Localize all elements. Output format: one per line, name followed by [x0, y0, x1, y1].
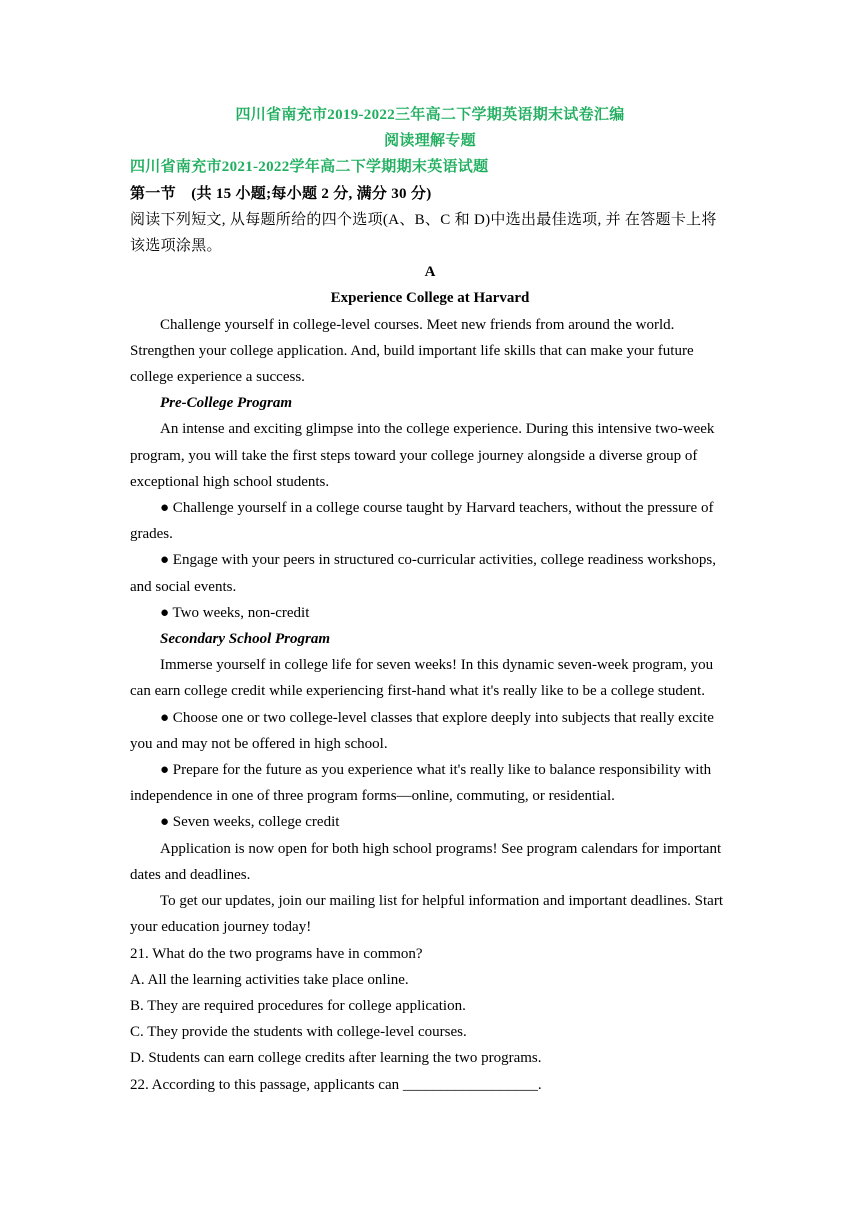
- bullet-item: ● Choose one or two college-level classes that explore deeply into subjects that really excite you and may not be offered in high school.: [130, 709, 714, 752]
- closing-paragraph: To get our updates, join our mailing list for helpful information and important deadlines. Start your education journey today!: [130, 893, 724, 936]
- program-heading-pre-college: Pre-College Program: [160, 395, 293, 412]
- document-title: 四川省南充市2019-2022三年高二下学期英语期末试卷汇编: [235, 107, 625, 123]
- question-option: D. Students can earn college credits after learning the two programs.: [130, 1050, 542, 1067]
- bullet-item: ● Prepare for the future as you experience what it's really like to balance responsibility with independence in one of three program forms—online, commuting, or residential.: [130, 762, 712, 805]
- question-option: B. They are required procedures for college application.: [130, 997, 466, 1014]
- document-content: [130, 102, 730, 1098]
- bullet-item: ● Engage with your peers in structured co-curricular activities, college readiness workshops, and social events.: [130, 552, 716, 595]
- section-instruction: 阅读下列短文, 从每题所给的四个选项(A、B、C 和 D)中选出最佳选项, 并 在答题卡上将该选项涂黑。: [130, 211, 717, 255]
- program-heading-secondary-school: Secondary School Program: [160, 631, 331, 648]
- passage-letter: A: [424, 264, 436, 281]
- section-heading: 第一节 (共 15 小题;每小题 2 分, 满分 30 分): [130, 185, 432, 202]
- document-subtitle: 阅读理解专题: [384, 133, 476, 150]
- exam-source: 四川省南充市2021-2022学年高二下学期期末英语试题: [130, 159, 489, 176]
- program-description-secondary-school: Immerse yourself in college life for seven weeks! In this dynamic seven-week program, you can earn college credit while experiencing first-hand what it's really like to be a college student.: [130, 657, 714, 700]
- closing-paragraph: Application is now open for both high school programs! See program calendars for important dates and deadlines.: [130, 840, 722, 883]
- passage-title: Experience College at Harvard: [330, 290, 530, 307]
- question-option: C. They provide the students with college-level courses.: [130, 1024, 467, 1041]
- bullet-item: ● Two weeks, non-credit: [160, 604, 310, 621]
- question-stem: 22. According to this passage, applicants can __________________.: [130, 1076, 542, 1093]
- program-description-pre-college: An intense and exciting glimpse into the college experience. During this intensive two-week program, you will take the first steps toward your college journey alongside a diverse group of exceptional high school students.: [130, 421, 715, 490]
- bullet-item: ● Challenge yourself in a college course taught by Harvard teachers, without the pressure of grades.: [130, 500, 714, 543]
- question-stem: 21. What do the two programs have in common?: [130, 945, 423, 962]
- passage-intro: Challenge yourself in college-level courses. Meet new friends from around the world. Strengthen your college application. And, build important life skills that can make your future college experience a success.: [130, 316, 694, 386]
- question-option: A. All the learning activities take place online.: [130, 971, 409, 988]
- bullet-item: ● Seven weeks, college credit: [160, 814, 340, 831]
